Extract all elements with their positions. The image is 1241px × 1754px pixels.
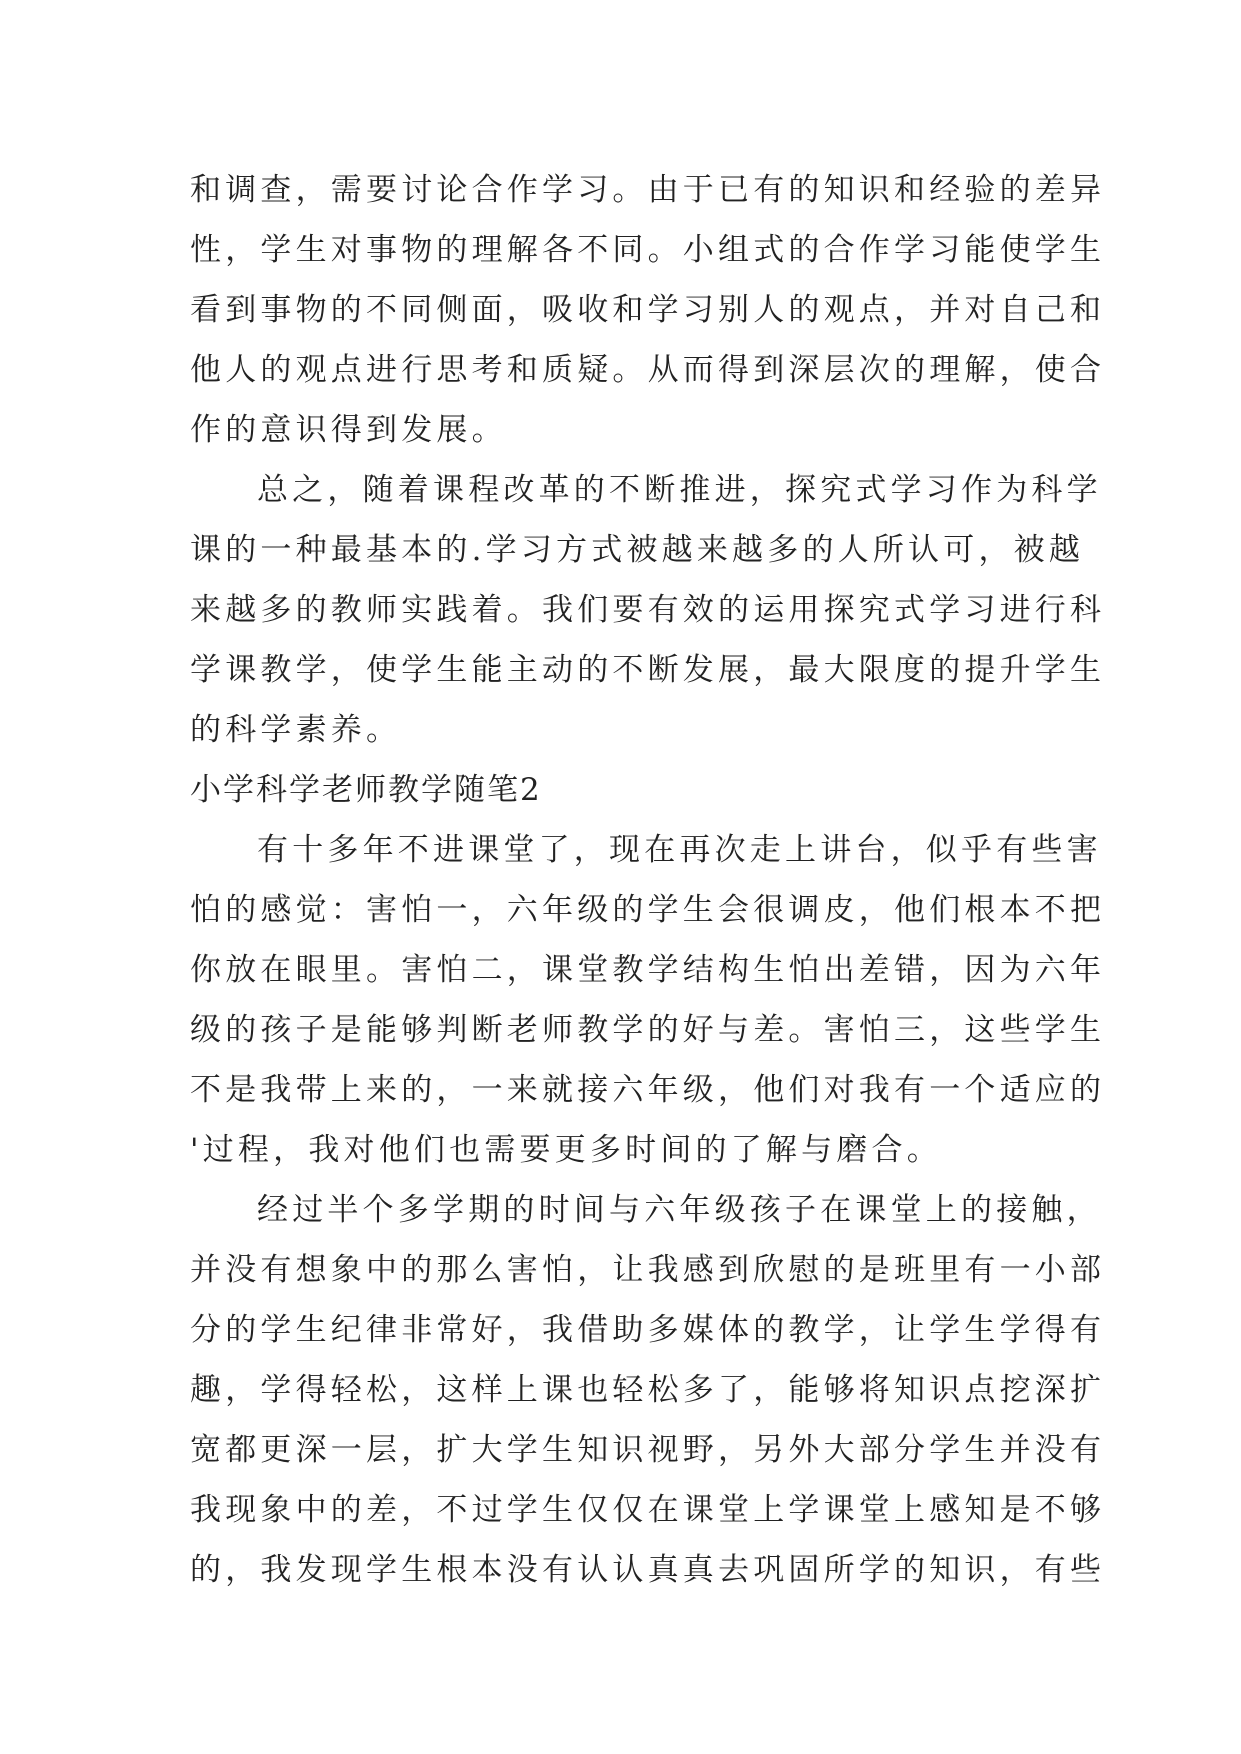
text-line: 来越多的教师实践着。我们要有效的运用探究式学习进行科 <box>190 592 1106 628</box>
text-line: 和调查，需要讨论合作学习。由于已有的知识和经验的差异 <box>190 172 1106 208</box>
text-line: 级的孩子是能够判断老师教学的好与差。害怕三，这些学生 <box>190 1012 1106 1048</box>
text-line: 我现象中的差，不过学生仅仅在课堂上学课堂上感知是不够 <box>190 1492 1106 1528</box>
paragraph-first-line: 经过半个多学期的时间与六年级孩子在课堂上的接触， <box>257 1192 1102 1228</box>
text-line: '过程，我对他们也需要更多时间的了解与磨合。 <box>190 1132 942 1168</box>
paragraph-first-line: 总之，随着课程改革的不断推进，探究式学习作为科学 <box>257 472 1102 508</box>
text-line: 宽都更深一层，扩大学生知识视野，另外大部分学生并没有 <box>190 1432 1106 1468</box>
text-line: 你放在眼里。害怕二，课堂教学结构生怕出差错，因为六年 <box>190 952 1106 988</box>
text-line: 并没有想象中的那么害怕，让我感到欣慰的是班里有一小部 <box>190 1252 1106 1288</box>
document-body <box>190 160 1106 1600</box>
text-line: 怕的感觉：害怕一，六年级的学生会很调皮，他们根本不把 <box>190 892 1106 928</box>
text-line: 分的学生纪律非常好，我借助多媒体的教学，让学生学得有 <box>190 1312 1106 1348</box>
paragraph-first-line: 有十多年不进课堂了，现在再次走上讲台，似乎有些害 <box>257 832 1102 868</box>
text-line: 的，我发现学生根本没有认认真真去巩固所学的知识，有些 <box>190 1552 1106 1588</box>
text-line: 作的意识得到发展。 <box>190 412 507 448</box>
text-line: 学课教学，使学生能主动的不断发展，最大限度的提升学生 <box>190 652 1106 688</box>
text-line: 性，学生对事物的理解各不同。小组式的合作学习能使学生 <box>190 232 1106 268</box>
text-line: 趣，学得轻松，这样上课也轻松多了，能够将知识点挖深扩 <box>190 1372 1106 1408</box>
section-heading: 小学科学老师教学随笔2 <box>190 772 542 808</box>
text-line: 看到事物的不同侧面，吸收和学习别人的观点，并对自己和 <box>190 292 1106 328</box>
text-line: 他人的观点进行思考和质疑。从而得到深层次的理解，使合 <box>190 352 1106 388</box>
text-line: 课的一种最基本的.学习方式被越来越多的人所认可，被越 <box>190 532 1085 568</box>
text-line: 的科学素养。 <box>190 712 402 748</box>
text-line: 不是我带上来的，一来就接六年级，他们对我有一个适应的 <box>190 1072 1106 1108</box>
